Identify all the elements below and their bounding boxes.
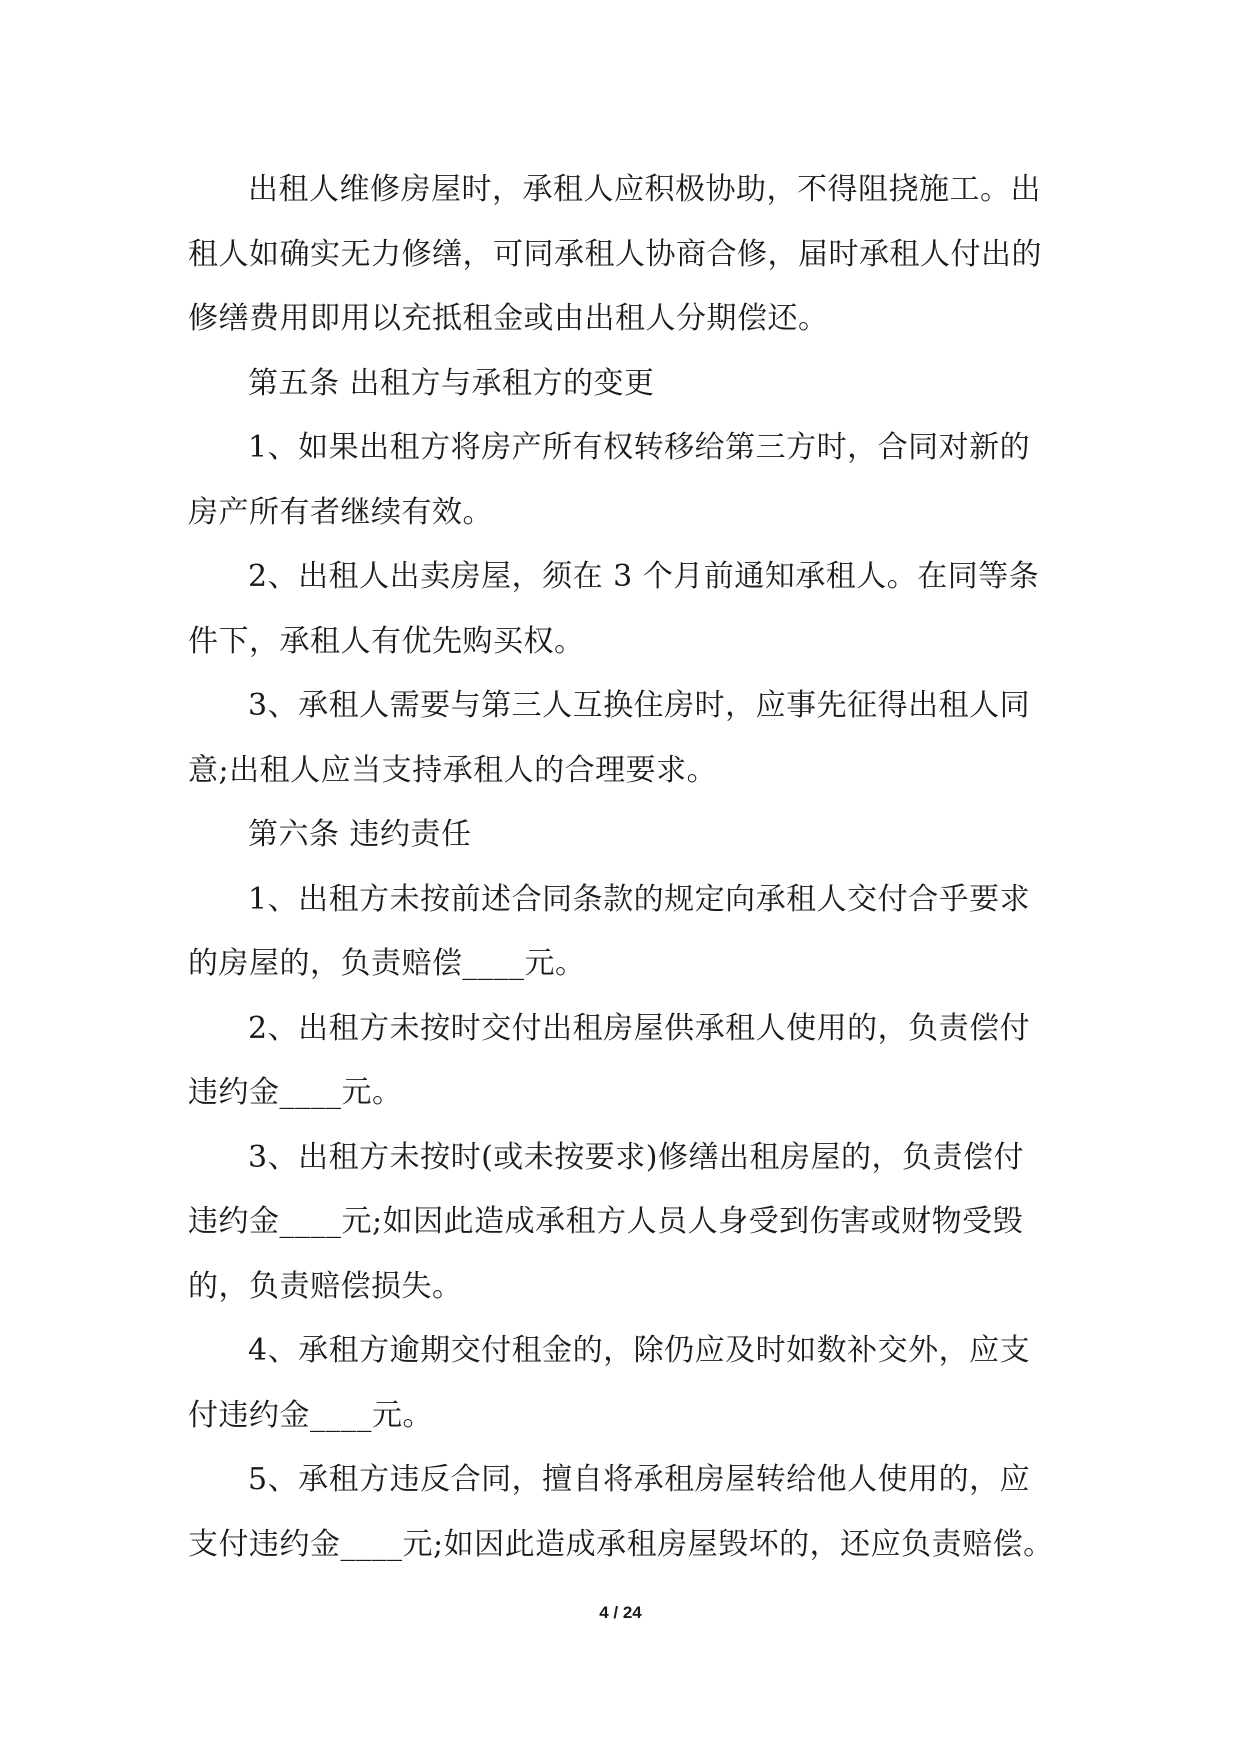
text-line: 3、出租方未按时(或未按要求)修缮出租房屋的，负责偿付: [248, 1139, 1024, 1175]
text-line: 2、出租人出卖房屋，须在 3 个月前通知承租人。在同等条: [248, 559, 1040, 594]
paragraph: [188, 803, 1058, 868]
document-body: [188, 158, 1058, 1577]
text-line: 的房屋的，负责赔偿____元。: [188, 946, 586, 981]
paragraph: [188, 868, 1058, 997]
text-line: 出租人维修房屋时，承租人应积极协助，不得阻挠施工。出: [248, 172, 1041, 207]
page-number: 4 / 24: [599, 1603, 642, 1622]
text-line: 5、承租方违反合同，擅自将承租房屋转给他人使用的，应: [248, 1462, 1031, 1497]
text-line: 房产所有者继续有效。: [188, 494, 493, 530]
paragraph: [188, 997, 1058, 1126]
text-line: 支付违约金____元;如因此造成承租房屋毁坏的，还应负责赔偿。: [188, 1526, 1054, 1562]
text-line: 第五条 出租方与承租方的变更: [248, 365, 655, 401]
text-line: 的，负责赔偿损失。: [188, 1268, 463, 1304]
paragraph: [188, 1319, 1058, 1448]
paragraph: [188, 352, 1058, 417]
text-line: 修缮费用即用以充抵租金或由出租人分期偿还。: [188, 301, 829, 336]
text-line: 租人如确实无力修缮，可同承租人协商合修，届时承租人付出的: [188, 236, 1042, 272]
paragraph: [188, 674, 1058, 803]
paragraph-list: [188, 158, 1058, 1577]
text-line: 3、承租人需要与第三人互换住房时，应事先征得出租人同: [248, 688, 1031, 723]
paragraph: [188, 1448, 1058, 1577]
paragraph: [188, 545, 1058, 674]
text-line: 1、出租方未按前述合同条款的规定向承租人交付合乎要求: [248, 881, 1031, 917]
paragraph: [188, 1126, 1058, 1320]
paragraph: [188, 416, 1058, 545]
text-line: 1、如果出租方将房产所有权转移给第三方时，合同对新的: [248, 430, 1031, 465]
text-line: 违约金____元。: [188, 1075, 403, 1110]
text-line: 意;出租人应当支持承租人的合理要求。: [188, 752, 718, 788]
text-line: 件下，承租人有优先购买权。: [188, 623, 585, 659]
text-line: 违约金____元;如因此造成承租方人员人身受到伤害或财物受毁: [188, 1204, 1024, 1239]
paragraph: [188, 158, 1058, 352]
text-line: 2、出租方未按时交付出租房屋供承租人使用的，负责偿付: [248, 1010, 1031, 1046]
text-line: 4、承租方逾期交付租金的，除仍应及时如数补交外，应支: [248, 1333, 1031, 1368]
text-line: 付违约金____元。: [188, 1397, 433, 1433]
text-line: 第六条 违约责任: [248, 817, 472, 852]
